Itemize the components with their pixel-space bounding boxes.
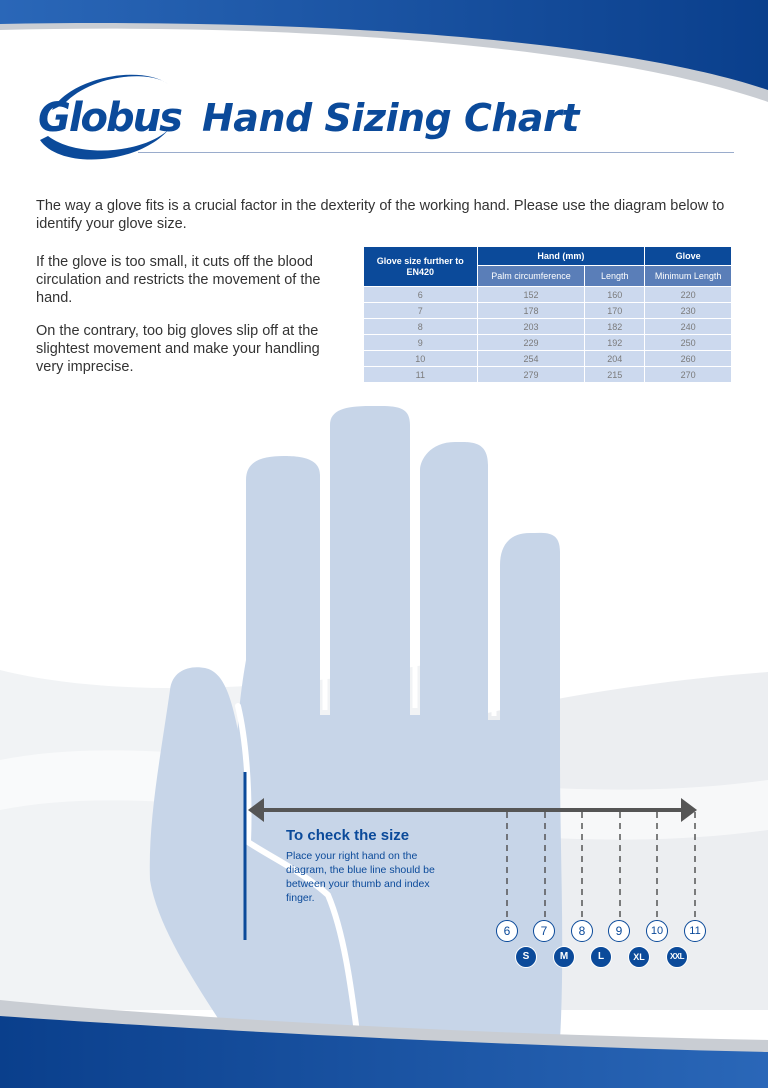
table-row [364,319,732,335]
table-cell: 9 [364,335,478,351]
size-badge-xxl: XXL [666,946,688,968]
size-badge-l: L [590,946,612,968]
table-cell: 220 [645,287,732,303]
table-cell: 10 [364,351,478,367]
table-row [364,351,732,367]
table-cell: 230 [645,303,732,319]
size-badge-m: M [553,946,575,968]
intro-text: The way a glove fits is a crucial factor in the dexterity of the working hand. Please use the diagram below to identify your glove size. [36,198,725,232]
table-cell: 229 [477,335,585,351]
table-cell: 203 [477,319,585,335]
table-cell: 7 [364,303,478,319]
table-cell: 170 [585,303,645,319]
size-mark-6: 6 [496,920,518,942]
table-cell: 204 [585,351,645,367]
paragraph-too-big: On the contrary, too big gloves slip off at the slightest movement and make your handling very imprecise. [36,323,320,375]
table-cell: 6 [364,287,478,303]
table-subheader-palm: Palm circumference [477,266,585,287]
globus-logo: Globus [38,95,181,141]
table-cell: 270 [645,367,732,383]
table-cell: 152 [477,287,585,303]
title-divider [138,152,734,153]
table-cell: 215 [585,367,645,383]
table-cell: 250 [645,335,732,351]
table-row [364,303,732,319]
size-mark-7: 7 [533,920,555,942]
table-cell: 160 [585,287,645,303]
size-mark-8: 8 [571,920,593,942]
table-row [364,367,732,383]
table-cell: 178 [477,303,585,319]
size-mark-11: 11 [684,920,706,942]
page-title: Hand Sizing Chart [202,96,579,140]
table-row [364,287,732,303]
table-subheader-length: Length [585,266,645,287]
table-cell: 192 [585,335,645,351]
table-cell: 279 [477,367,585,383]
paragraph-too-small: If the glove is too small, it cuts off the blood circulation and restricts the movement of the hand. [36,254,321,306]
table-cell: 8 [364,319,478,335]
size-table [363,246,732,383]
table-header-size: Glove size further to EN420 [364,247,478,287]
size-badge-xl: XL [628,946,650,968]
check-size-title: To check the size [286,827,410,844]
table-cell: 11 [364,367,478,383]
table-header-hand: Hand (mm) [477,247,645,266]
table-row [364,335,732,351]
table-cell: 254 [477,351,585,367]
table-header-glove: Glove [645,247,732,266]
size-mark-10: 10 [646,920,668,942]
table-cell: 260 [645,351,732,367]
hand-graphic [150,406,562,1040]
size-mark-9: 9 [608,920,630,942]
table-cell: 182 [585,319,645,335]
size-badge-s: S [515,946,537,968]
table-cell: 240 [645,319,732,335]
check-size-instructions: Place your right hand on the diagram, the blue line should be between your thumb and index finger. [286,850,435,904]
table-subheader-min-length: Minimum Length [645,266,732,287]
